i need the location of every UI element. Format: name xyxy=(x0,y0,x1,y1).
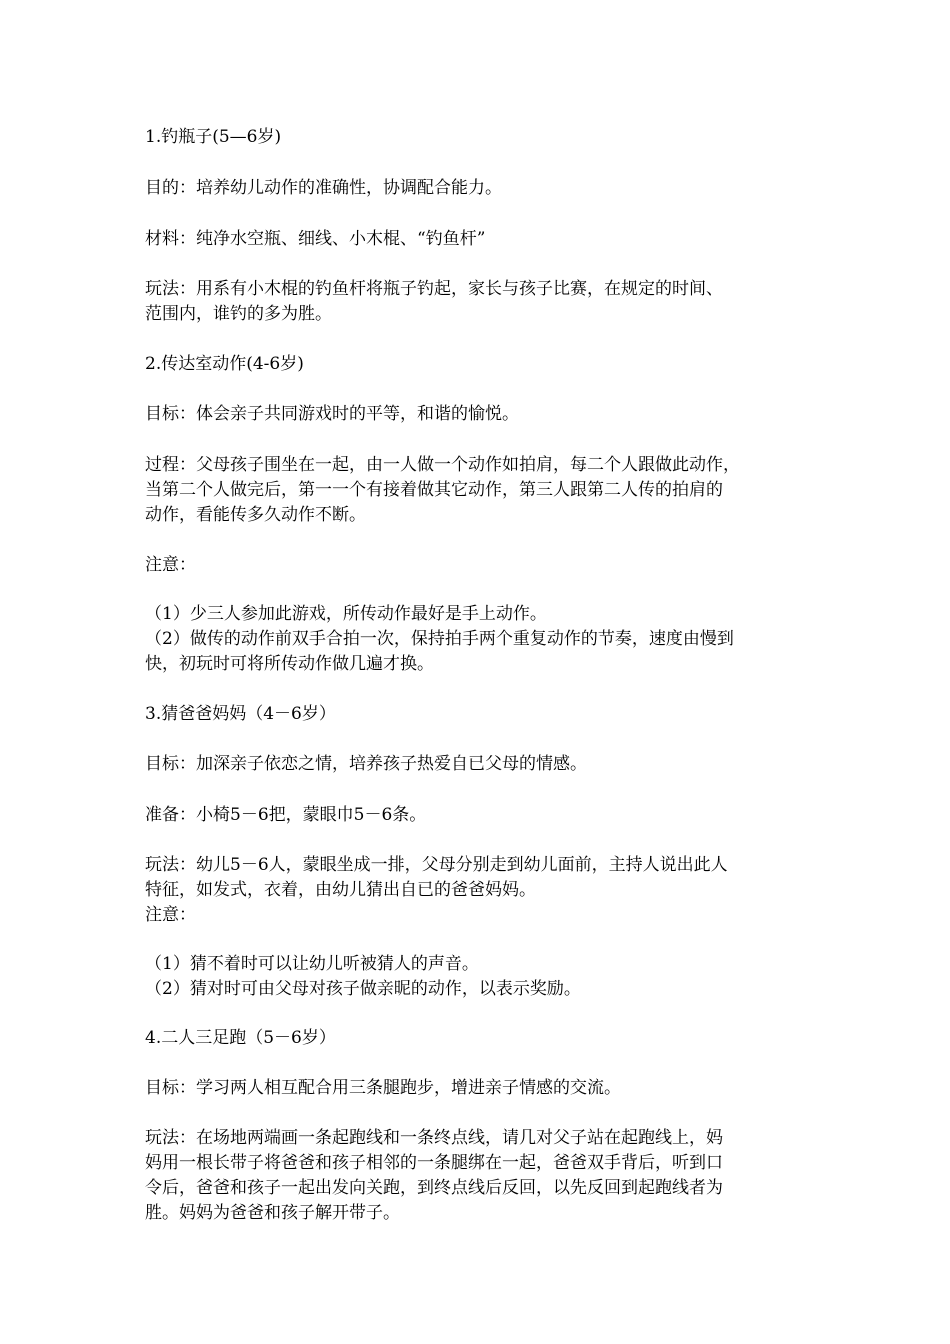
section-2-process-line-1: 过程：父母孩子围坐在一起，由一人做一个动作如拍肩，每二个人跟做此动作， xyxy=(145,455,740,475)
section-1-title: 1.钓瓶子(5—6岁) xyxy=(145,127,282,147)
section-2-process-line-2: 当第二个人做完后，第一一个有接着做其它动作，第三人跟第二人传的拍肩的 xyxy=(145,480,723,500)
section-3-note-2: （2）猜对时可由父母对孩子做亲昵的动作，以表示奖励。 xyxy=(145,979,581,999)
section-4-play-line-3: 令后，爸爸和孩子一起出发向关跑，到终点线后反回，以先反回到起跑线者为 xyxy=(145,1178,723,1198)
section-1-goal: 目的：培养幼儿动作的准确性，协调配合能力。 xyxy=(145,178,502,198)
section-4-play-line-4: 胜。妈妈为爸爸和孩子解开带子。 xyxy=(145,1203,400,1223)
section-3-note-1: （1）猜不着时可以让幼儿听被猜人的声音。 xyxy=(145,954,479,974)
section-4-play-line-1: 玩法：在场地两端画一条起跑线和一条终点线，请几对父子站在起跑线上，妈 xyxy=(145,1128,723,1148)
section-4-title: 4.二人三足跑（5－6岁） xyxy=(145,1028,336,1048)
section-3-title: 3.猜爸爸妈妈（4－6岁） xyxy=(145,704,336,724)
section-2-title: 2.传达室动作(4-6岁) xyxy=(145,354,304,374)
section-1-materials: 材料：纯净水空瓶、细线、小木棍、“钓鱼杆” xyxy=(145,229,486,249)
section-3-play-line-1: 玩法：幼儿5－6人，蒙眼坐成一排，父母分别走到幼儿面前，主持人说出此人 xyxy=(145,855,728,875)
section-2-process-line-3: 动作，看能传多久动作不断。 xyxy=(145,505,366,525)
section-1-play-line-1: 玩法：用系有小木棍的钓鱼杆将瓶子钓起，家长与孩子比赛，在规定的时间、 xyxy=(145,279,723,299)
section-2-note-1: （1）少三人参加此游戏，所传动作最好是手上动作。 xyxy=(145,604,547,624)
section-2-goal: 目标：体会亲子共同游戏时的平等，和谐的愉悦。 xyxy=(145,404,519,424)
section-4-play-line-2: 妈用一根长带子将爸爸和孩子相邻的一条腿绑在一起，爸爸双手背后，听到口 xyxy=(145,1153,723,1173)
section-3-preparation: 准备：小椅5－6把，蒙眼巾5－6条。 xyxy=(145,805,427,825)
section-2-note-2-line-2: 快，初玩时可将所传动作做几遍才换。 xyxy=(145,654,434,674)
section-3-play-line-2: 特征，如发式，衣着，由幼儿猜出自已的爸爸妈妈。 xyxy=(145,880,536,900)
section-3-goal: 目标：加深亲子依恋之情，培养孩子热爱自已父母的情感。 xyxy=(145,754,587,774)
section-2-note-heading: 注意： xyxy=(145,555,196,575)
section-1-play-line-2: 范围内，谁钓的多为胜。 xyxy=(145,304,332,324)
section-3-note-heading: 注意： xyxy=(145,905,196,925)
section-4-goal: 目标：学习两人相互配合用三条腿跑步，增进亲子情感的交流。 xyxy=(145,1078,621,1098)
section-2-note-2-line-1: （2）做传的动作前双手合拍一次，保持拍手两个重复动作的节奏，速度由慢到 xyxy=(145,629,734,649)
